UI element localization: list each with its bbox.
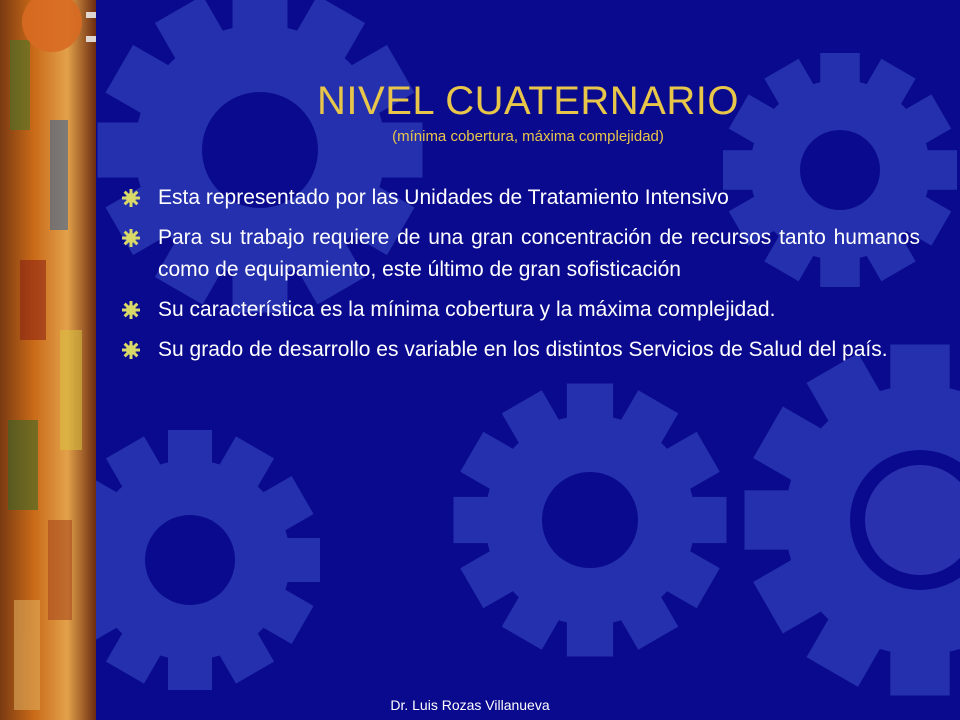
sun-burst-bullet-icon xyxy=(122,189,140,207)
bullet-text: Su grado de desarrollo es variable en los distintos Servicios de Salud del país. xyxy=(158,338,888,361)
footer-author: Dr. Luis Rozas Villanueva xyxy=(390,697,550,713)
slide-title: NIVEL CUATERNARIO xyxy=(317,79,739,123)
bullet-text: Su característica es la mínima cobertura y la máxima complejidad. xyxy=(158,298,776,321)
decorative-left-strip xyxy=(0,0,96,720)
sun-burst-bullet-icon xyxy=(122,301,140,319)
bullet-item xyxy=(120,222,920,286)
bullet-list xyxy=(120,182,920,374)
bullet-item xyxy=(120,334,920,366)
bullet-item xyxy=(120,182,920,214)
sun-burst-bullet-icon xyxy=(122,229,140,247)
bullet-item xyxy=(120,294,920,326)
bullet-text: Esta representado por las Unidades de Tratamiento Intensivo xyxy=(158,186,729,209)
bullet-text: Para su trabajo requiere de una gran concentración de recursos tanto humanos como de equipamiento, este último de gran sofisticación xyxy=(158,226,920,281)
sun-burst-bullet-icon xyxy=(122,341,140,359)
slide-subtitle: (mínima cobertura, máxima complejidad) xyxy=(392,128,664,145)
